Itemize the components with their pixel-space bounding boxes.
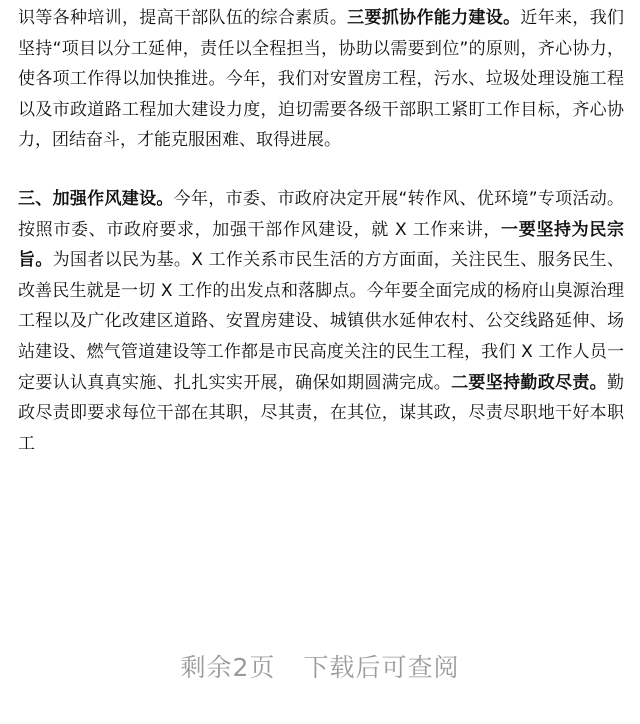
para2-text-1: 今年，市委、市政府决定开展“转作风、优环境”专项活动。按照市委、市政府要求，加强干部作风建设，就 X 工作来讲， xyxy=(18,188,624,240)
download-prompt-banner[interactable] xyxy=(0,648,640,684)
para1-text-2: 近年来，我们坚持“项目以分工延伸，责任以全程担当，协助以需要到位”的原则，齐心协力，使各项工作得以加快推进。今年，我们对安置房工程，污水、垃圾处理设施工程以及市政道路工程加大建设力度，迫切需要各级干部职工紧盯工作目标，齐心协力，团结奋斗，才能克服困难、取得进展。 xyxy=(18,8,625,151)
document-body xyxy=(18,0,624,459)
paragraph-1 xyxy=(18,0,624,156)
para2-text-3: 勤政尽责即要求每位干部在其职，尽其责，在其位，谋其政，尽责尽职地干好本职工 xyxy=(18,372,625,454)
remaining-pages-label: 剩余2页 xyxy=(180,653,276,682)
download-to-view-label: 下载后可查阅 xyxy=(303,653,460,682)
para2-heading-people-first: 一要坚持为民宗旨。 xyxy=(18,219,625,271)
para2-text-2: 为国者以民为基。X 工作关系市民生活的方方面面，关注民生、服务民生、改善民生就是一切 X 工作的出发点和落脚点。今年要全面完成的杨府山臭源治理工程以及广化改建区道路、安置房建设、城镇供水延伸农村、公交线路延伸、场站建设、燃气管道建设等工作都是市民高度关注的民生工程，我们 X 工作人员一定要认认真真实施、扎扎实实开展，确保如期圆满完成。 xyxy=(18,250,624,393)
section-heading-work-style: 三、加强作风建设。 xyxy=(18,188,174,209)
para1-heading-coordination: 三要抓协作能力建设。 xyxy=(347,8,521,28)
paragraph-2 xyxy=(18,184,624,459)
para1-text-1: 识等各种培训，提高干部队伍的综合素质。 xyxy=(18,8,348,28)
para2-heading-diligence: 二要坚持勤政尽责。 xyxy=(451,372,608,393)
